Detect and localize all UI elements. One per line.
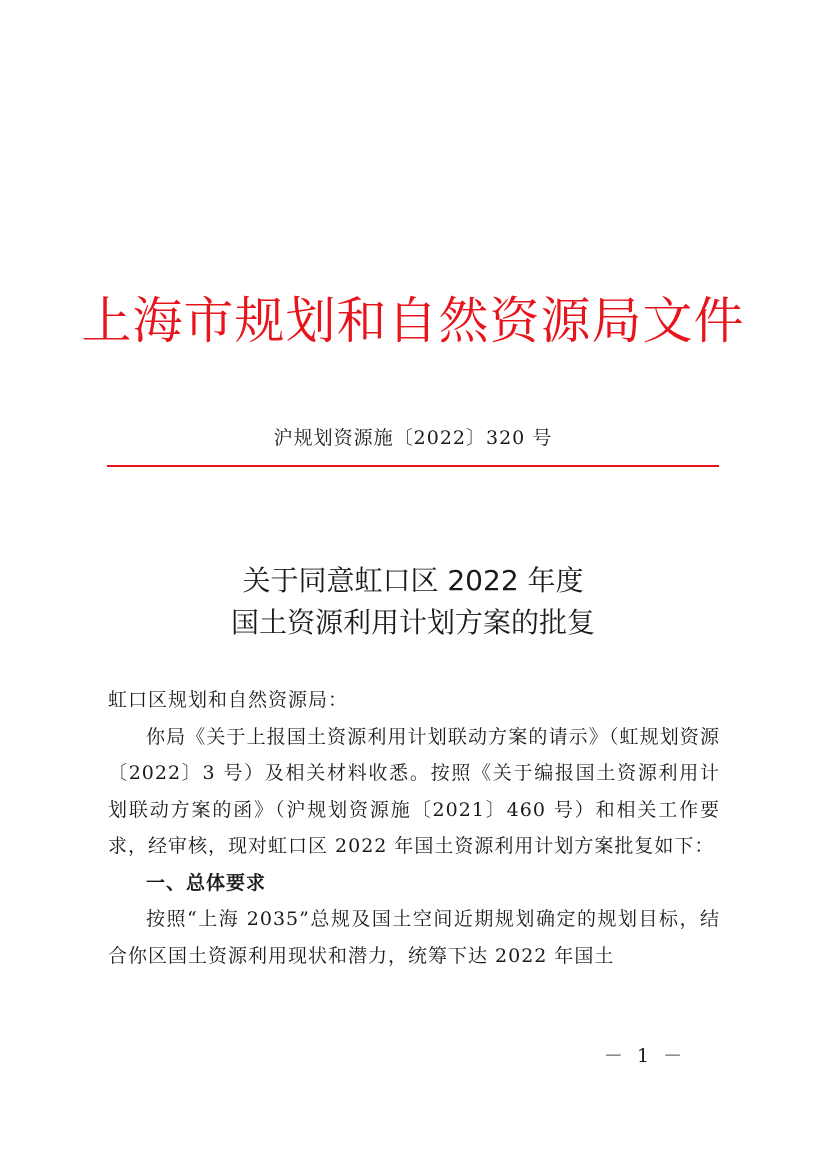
page-number: － 1 －	[603, 1045, 687, 1067]
body-paragraph-1: 你局《关于上报国土资源利用计划联动方案的请示》（虹规划资源〔2022〕3 号）及相关材料收悉。按照《关于编报国土资源利用计划联动方案的函》（沪规划资源施〔2021〕460 号）和相关工作要求，经审核，现对虹口区 2022 年国土资源利用计划方案批复如下：	[108, 725, 720, 857]
section-heading-1: 一、总体要求	[146, 871, 267, 894]
document-number: 沪规划资源施〔2022〕320 号	[273, 427, 553, 449]
salutation: 虹口区规划和自然资源局：	[108, 689, 349, 711]
red-separator-rule	[107, 465, 719, 467]
masthead: 上海市规划和自然资源局文件	[81, 292, 745, 350]
document-body	[108, 682, 720, 974]
title-line-1: 关于同意虹口区 2022 年度	[242, 564, 584, 597]
body-paragraph-2: 按照“上海 2035”总规及国土空间近期规划确定的规划目标，结合你区国土资源利用现状和潜力，统筹下达 2022 年国土	[108, 908, 720, 967]
title-line-2: 国土资源利用计划方案的批复	[230, 606, 595, 639]
document-title	[0, 560, 826, 644]
